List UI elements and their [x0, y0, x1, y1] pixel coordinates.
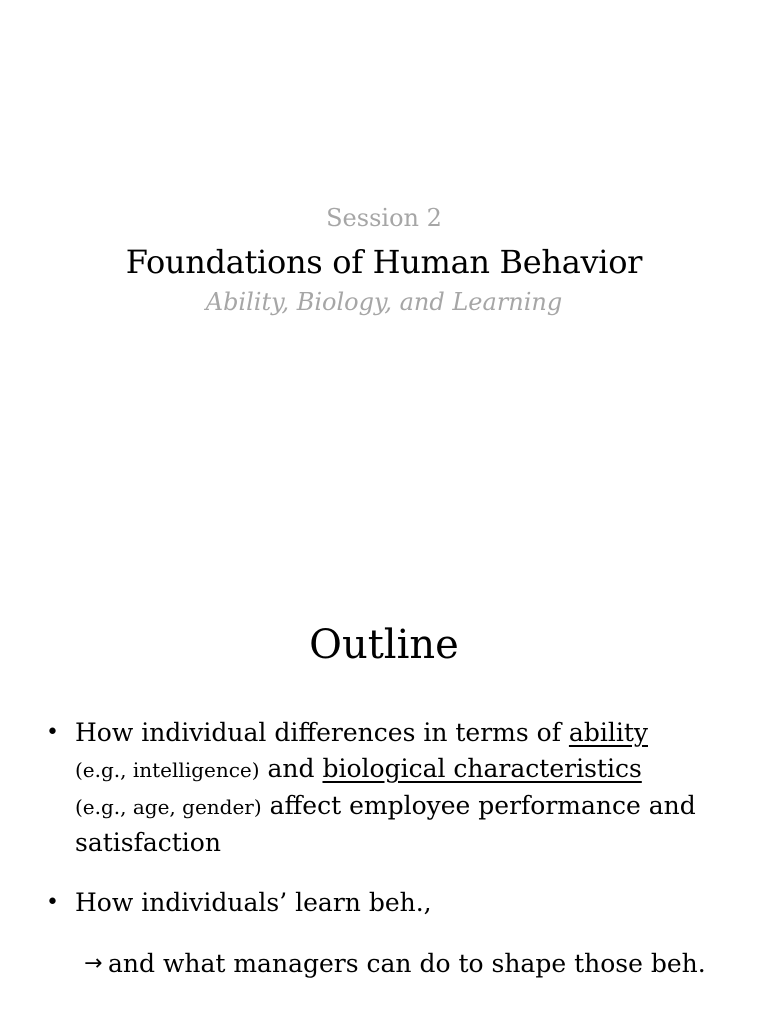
sub-point: [84, 946, 724, 982]
bullet-dot-icon: •: [46, 720, 59, 745]
arrow-right-icon: →: [84, 951, 103, 976]
session-label: Session 2: [326, 204, 442, 232]
example-intelligence: (e.g., intelligence): [75, 758, 260, 782]
text-segment: How individual differences in terms of: [75, 718, 569, 747]
outline-slide: [0, 576, 768, 1024]
bullet-text: [75, 715, 726, 861]
text-segment: affect employee performance and satisfaction: [75, 791, 696, 857]
bullet-text: How individuals’ learn beh.,: [75, 888, 432, 917]
example-age-gender: (e.g., age, gender): [75, 795, 262, 819]
slide-title: Foundations of Human Behavior: [125, 243, 643, 281]
term-biological-characteristics: biological characteristics: [322, 754, 642, 783]
sub-point-text: and what managers can do to shape those beh.: [108, 949, 706, 978]
text-segment: and: [259, 754, 323, 783]
term-ability: ability: [568, 718, 648, 747]
bullet-item-1: [46, 715, 726, 861]
outline-heading: Outline: [309, 622, 459, 668]
slide-subtitle: Ability, Biology, and Learning: [205, 288, 563, 316]
bullet-dot-icon: •: [46, 890, 59, 915]
bullet-item-2: [46, 885, 726, 921]
